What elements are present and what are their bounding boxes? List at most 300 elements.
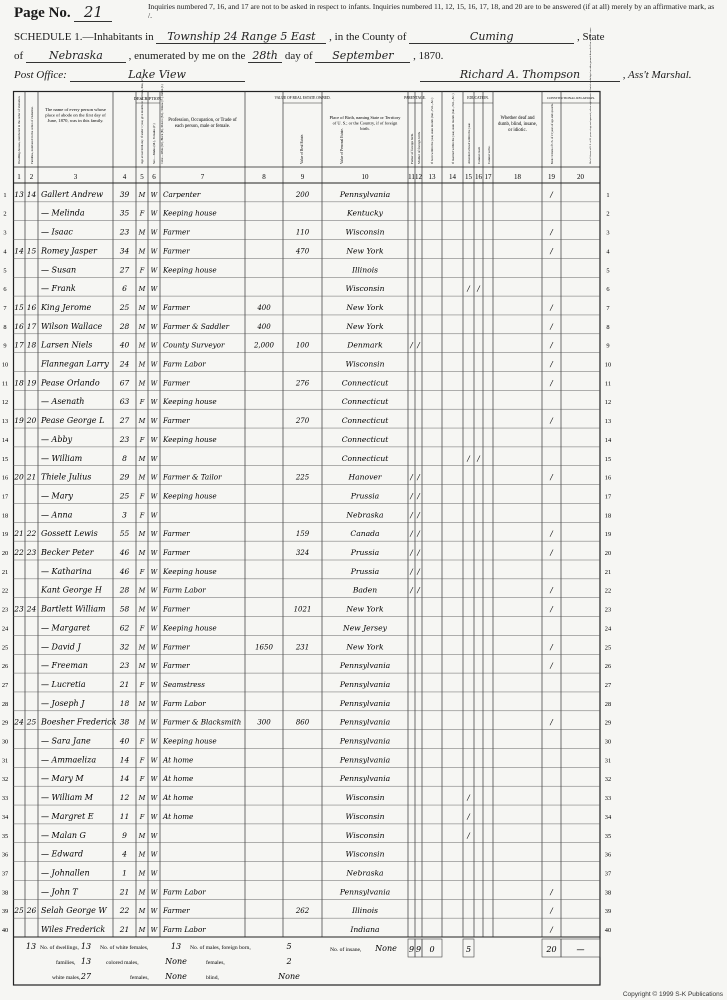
line-number-right: 3 — [606, 229, 610, 237]
attended-school: / — [467, 793, 470, 803]
color: W — [150, 567, 158, 576]
father-foreign: / — [410, 472, 413, 482]
age: 40 — [119, 340, 130, 350]
color: W — [150, 624, 158, 633]
mother-foreign: / — [417, 585, 420, 595]
male-citizen: / — [550, 887, 553, 897]
constitutional-header: CONSTITUTIONAL RELATIONS. — [546, 96, 596, 100]
age: 9 — [122, 830, 127, 840]
personal-estate-value: 159 — [295, 530, 310, 539]
occupation: At home — [163, 755, 194, 765]
occupation: Carpenter — [163, 189, 201, 199]
line-number-right: 13 — [604, 418, 612, 426]
sex: M — [138, 662, 146, 671]
male-citizen: / — [550, 472, 553, 482]
line-number: 40 — [1, 927, 9, 934]
cannot-read: / — [477, 453, 480, 463]
age: 12 — [119, 793, 130, 803]
person-name: Boesher Frederick — [41, 717, 117, 727]
day: 28th — [248, 49, 282, 63]
family-number: 20 — [26, 416, 37, 426]
occupation: Keeping house — [163, 434, 217, 444]
person-name: Selah George W — [41, 906, 107, 916]
line-number: 26 — [1, 663, 9, 671]
line-number-right: 35 — [604, 832, 612, 840]
color: W — [150, 605, 158, 614]
line-number: 31 — [1, 757, 9, 765]
age: 21 — [119, 887, 130, 897]
line-number: 17 — [1, 493, 9, 501]
occupation: Keeping house — [163, 265, 217, 275]
line-number: 11 — [1, 380, 9, 388]
age: 32 — [119, 642, 130, 652]
person-name: — Malan G — [41, 830, 86, 840]
male-citizen: / — [550, 717, 553, 727]
line-number-right: 6 — [606, 286, 610, 294]
column-number: 4 — [122, 173, 127, 181]
sex: M — [138, 549, 146, 557]
month: September — [315, 49, 410, 63]
white-males-label: white males, — [52, 975, 81, 981]
occupation: Farmer — [163, 642, 190, 652]
birthplace: New York — [346, 321, 384, 331]
line-number-right: 21 — [604, 568, 612, 576]
sex: M — [138, 417, 146, 426]
line-number-right: 23 — [604, 606, 612, 614]
col17-header: Cannot write. — [487, 145, 491, 164]
line-number: 23 — [1, 606, 9, 614]
county: Cuming — [409, 30, 574, 44]
line-number: 8 — [3, 323, 7, 331]
occupation: Farmer & Tailor — [163, 472, 222, 482]
sex: M — [138, 586, 146, 595]
birthplace: Pennsylvania — [339, 736, 391, 746]
line-number-right: 24 — [604, 625, 612, 633]
year: , 1870. — [413, 50, 444, 62]
color: W — [150, 775, 158, 784]
marshal-label: , Ass't Marshal. — [622, 69, 692, 81]
line-number-right: 37 — [604, 870, 612, 878]
enumeration-line — [14, 49, 443, 63]
birthplace: Wisconsin — [345, 284, 385, 294]
age: 21 — [119, 925, 130, 934]
male-citizen: / — [550, 585, 553, 595]
schedule-line — [14, 30, 604, 44]
age: 8 — [122, 453, 127, 463]
person-name: — Susan — [41, 265, 77, 275]
age: 23 — [119, 434, 130, 444]
family-number: 17 — [26, 321, 37, 331]
line-number: 3 — [3, 229, 7, 237]
line-number-right: 1 — [606, 191, 610, 199]
age: 6 — [122, 284, 127, 294]
dwelling-number: 23 — [14, 604, 24, 614]
sex: F — [139, 624, 145, 633]
col8-header: Value of Real Estate. — [300, 133, 304, 164]
birthplace: Nebraska — [346, 868, 384, 878]
person-name: — Asenath — [41, 397, 85, 407]
line-number: 27 — [1, 681, 9, 689]
state: Nebraska — [26, 49, 126, 63]
color: W — [150, 812, 158, 821]
line-number-right: 10 — [604, 361, 612, 369]
occupation: Farmer — [163, 246, 190, 256]
total-denied: — — [576, 945, 585, 954]
occupation: Farmer — [163, 416, 190, 426]
age: 27 — [119, 416, 130, 426]
person-name: Wilson Wallace — [41, 321, 103, 331]
birthplace: Prussia — [350, 566, 380, 576]
birthplace: Connecticut — [341, 416, 389, 426]
color: W — [150, 266, 158, 275]
birthplace: Hanover — [348, 472, 382, 482]
birthplace: Canada — [350, 529, 380, 539]
age: 39 — [119, 189, 130, 199]
person-name: — Johnallen — [41, 868, 90, 878]
person-name: Gallert Andrew — [41, 189, 104, 199]
of-label: of — [14, 50, 24, 62]
line-number: 14 — [1, 436, 9, 444]
line-number: 38 — [1, 889, 9, 897]
sex: M — [138, 605, 146, 614]
age: 21 — [119, 679, 130, 689]
person-name: Larsen Niels — [41, 340, 93, 350]
sex: F — [139, 435, 145, 444]
color: W — [150, 586, 158, 595]
father-foreign: / — [410, 585, 413, 595]
occupation: Farmer — [163, 548, 190, 557]
occupation: Farmer — [163, 529, 190, 539]
attended-school: / — [467, 830, 470, 840]
cannot-read: / — [477, 284, 480, 294]
line-number: 20 — [1, 550, 9, 557]
color: W — [150, 435, 158, 444]
real-estate-value: 1650 — [255, 643, 273, 652]
color: W — [150, 926, 158, 934]
family-number: 15 — [26, 246, 37, 256]
birthplace: Pennsylvania — [339, 189, 391, 199]
description-header: DESCRIPTION. — [133, 96, 163, 101]
occupation: Farm Labor — [163, 585, 206, 595]
family-number: 22 — [26, 529, 37, 539]
family-number: 16 — [26, 302, 37, 312]
sex: M — [138, 379, 146, 388]
enumerated-label: , enumerated by me on the — [128, 50, 246, 62]
line-number-right: 11 — [604, 380, 612, 388]
sex: M — [138, 794, 146, 803]
color: W — [150, 492, 158, 501]
insane-count: None — [375, 944, 397, 953]
birthplace: Connecticut — [341, 397, 389, 407]
line-number-right: 17 — [604, 493, 612, 501]
male-citizen: / — [550, 378, 553, 388]
line-number-right: 12 — [604, 399, 612, 407]
col15-header: Attended school within the year. — [467, 122, 471, 164]
color: W — [150, 699, 158, 708]
col2-header: Families, numbered in the order of visitation. — [30, 106, 34, 164]
real-estate-value: 300 — [257, 718, 271, 727]
col1-header: Dwelling-houses, numbered in the order of visitation. — [17, 95, 21, 164]
color: W — [150, 888, 158, 897]
line-number: 33 — [1, 795, 9, 803]
line-number: 21 — [1, 568, 9, 576]
birthplace: New York — [346, 246, 384, 256]
color: W — [150, 850, 158, 859]
male-citizen: / — [550, 529, 553, 539]
birthplace: Pennsylvania — [339, 887, 391, 897]
occupation: Farmer & Saddler — [163, 321, 230, 331]
male-citizen: / — [550, 642, 553, 652]
father-foreign: / — [410, 529, 413, 539]
male-citizen: / — [550, 604, 553, 614]
real-estate-value: 400 — [257, 322, 271, 331]
color: W — [150, 794, 158, 803]
color: W — [150, 454, 158, 463]
colored-males-label: colored males, — [106, 960, 139, 966]
mother-foreign: / — [417, 548, 420, 557]
line-number-right: 36 — [604, 851, 612, 859]
birthplace: Wisconsin — [345, 793, 385, 803]
color: W — [150, 511, 158, 520]
attended-school: / — [467, 284, 470, 294]
line-number-right: 19 — [604, 531, 612, 539]
line-number-right: 9 — [606, 342, 610, 350]
father-foreign: / — [410, 548, 413, 557]
line-number: 29 — [1, 719, 9, 727]
personal-estate-value: 276 — [295, 379, 310, 388]
person-name: — Mary — [41, 491, 73, 501]
total-citizens: 20 — [546, 945, 557, 954]
dwellings-count-fill: 13 — [80, 942, 92, 951]
mother-foreign: / — [417, 472, 420, 482]
sex: M — [138, 228, 146, 237]
column-number: 12 — [415, 173, 422, 181]
color: W — [150, 322, 158, 331]
sex: M — [138, 907, 146, 916]
occupation: Keeping house — [163, 208, 217, 218]
line-number: 18 — [1, 512, 9, 520]
column-number: 3 — [73, 173, 78, 181]
occupation: Farmer — [163, 302, 190, 312]
county-label: , in the County of — [329, 31, 407, 43]
occupation: At home — [163, 774, 194, 784]
age: 62 — [119, 623, 130, 633]
mother-foreign: / — [417, 491, 420, 501]
line-number-right: 18 — [604, 512, 612, 520]
age: 23 — [119, 661, 130, 671]
line-number: 22 — [1, 587, 9, 595]
parentage-header: PARENTAGE. — [404, 96, 426, 100]
dwelling-number: 16 — [14, 321, 24, 331]
page-label: Page No. 21 — [14, 3, 112, 22]
col13-header: If born within the year, state month (Jan., Feb., &c.) — [430, 97, 434, 164]
birthplace: Illinois — [351, 906, 379, 916]
age: 55 — [119, 529, 130, 539]
sex: M — [138, 341, 146, 350]
line-number: 6 — [3, 286, 7, 294]
family-number: 24 — [26, 604, 37, 614]
color: W — [150, 737, 158, 746]
personal-estate-value: 324 — [295, 549, 310, 557]
age: 1 — [122, 868, 127, 878]
age: 24 — [119, 359, 130, 369]
blind-label: blind, — [206, 975, 219, 981]
sex: M — [138, 190, 146, 199]
line-number: 9 — [3, 342, 7, 350]
line-number-right: 22 — [604, 587, 612, 595]
personal-estate-value: 470 — [295, 247, 310, 256]
age: 25 — [119, 491, 130, 501]
line-number: 39 — [1, 908, 9, 916]
line-number-right: 14 — [604, 436, 612, 444]
color: W — [150, 398, 158, 407]
dwelling-number: 22 — [14, 548, 24, 557]
father-foreign: / — [410, 566, 413, 576]
personal-estate-value: 262 — [295, 907, 310, 916]
line-number-right: 15 — [604, 455, 612, 463]
family-number: 21 — [26, 472, 37, 482]
line-number-right: 25 — [604, 644, 612, 652]
male-citizen: / — [550, 548, 553, 557]
line-number-right: 26 — [604, 663, 612, 671]
col3-header: The name of every person whose place of abode on the first day of June, 1870, was in this family. — [45, 107, 106, 123]
line-number: 13 — [1, 418, 9, 426]
person-name: Pease Orlando — [41, 378, 100, 388]
occupation: Farmer — [163, 378, 190, 388]
dwellings-count: 13 — [25, 942, 37, 951]
person-name: Gossett Lewis — [41, 529, 98, 539]
dwelling-number: 20 — [14, 472, 24, 482]
age: 11 — [119, 811, 130, 821]
occupation: Farmer — [163, 227, 190, 237]
age: 28 — [119, 585, 130, 595]
line-number: 25 — [1, 644, 9, 652]
occupation: Farmer & Blacksmith — [163, 717, 242, 727]
col4-header: Age at last birth-day. If under 1 year, give months in fractions, thus, 3/12. — [140, 75, 144, 164]
person-name: Thiele Julius — [41, 472, 92, 482]
birthplace: Wisconsin — [345, 811, 385, 821]
page-number: 21 — [74, 3, 112, 22]
personal-estate-value: 225 — [295, 473, 310, 482]
sex: M — [138, 643, 146, 652]
line-number: 34 — [1, 813, 9, 821]
color: W — [150, 680, 158, 689]
occupation: At home — [163, 811, 194, 821]
birthplace: New York — [346, 642, 384, 652]
color: W — [150, 869, 158, 878]
birthplace: Denmark — [347, 340, 383, 350]
person-name: — William — [41, 453, 83, 463]
male-citizen: / — [550, 359, 553, 369]
blind-count: None — [278, 972, 300, 981]
total-born-in-year: 0 — [429, 945, 435, 954]
sex: M — [138, 926, 146, 934]
sex: M — [138, 285, 146, 294]
personal-estate-value: 200 — [295, 190, 310, 199]
color: W — [150, 643, 158, 652]
color: W — [150, 473, 158, 482]
occupation: Farm Labor — [163, 887, 206, 897]
sex: M — [138, 888, 146, 897]
dwelling-number: 15 — [14, 302, 24, 312]
col19-header: Male Citizens of U.S. of 21 years of age and upwards. — [551, 103, 554, 164]
male-citizen: / — [550, 227, 553, 237]
column-number: 16 — [475, 173, 482, 181]
male-citizen: / — [550, 661, 553, 671]
age: 46 — [119, 548, 130, 557]
column-number: 13 — [428, 173, 436, 181]
person-name: — Lucretia — [41, 679, 86, 689]
occupation: Keeping house — [163, 566, 217, 576]
age: 63 — [119, 397, 130, 407]
column-number: 6 — [152, 173, 156, 181]
male-citizen: / — [550, 189, 553, 199]
sex: F — [139, 812, 145, 821]
age: 14 — [119, 755, 130, 765]
white-females-label: No. of white females, — [100, 945, 149, 951]
color: W — [150, 341, 158, 350]
person-name: — Margaret — [41, 623, 90, 633]
color: W — [150, 247, 158, 256]
person-name: — Sara Jane — [41, 736, 91, 746]
birthplace: Pennsylvania — [339, 774, 391, 784]
person-name: Kant George H — [41, 585, 102, 595]
family-number: 18 — [26, 340, 37, 350]
occupation: Keeping house — [163, 623, 217, 633]
family-number: 14 — [26, 189, 37, 199]
sex: F — [139, 511, 145, 520]
person-name: Becker Peter — [41, 548, 94, 557]
birthplace: Connecticut — [341, 434, 389, 444]
line-number: 2 — [3, 210, 7, 218]
males-foreign-label: No. of males, foreign born, — [190, 945, 251, 951]
sex: F — [139, 266, 145, 275]
females-label: females, — [206, 960, 225, 966]
person-name: — Ammaeliza — [41, 755, 97, 765]
line-number: 12 — [1, 399, 9, 407]
column-number: 9 — [300, 173, 305, 181]
column-number: 10 — [361, 173, 369, 181]
age: 46 — [119, 566, 130, 576]
sex: M — [138, 850, 146, 859]
post-office: Lake View — [70, 68, 245, 82]
marshal-line — [420, 68, 692, 82]
age: 4 — [122, 849, 127, 859]
sex: F — [139, 775, 145, 784]
age: 3 — [122, 510, 127, 520]
males-foreign-count: 5 — [286, 942, 292, 951]
person-name: Flannegan Larry — [41, 359, 109, 369]
color: W — [150, 190, 158, 199]
post-office-line — [14, 68, 245, 82]
dwellings-label: No. of dwellings, — [40, 945, 79, 951]
mother-foreign: / — [417, 340, 420, 350]
male-citizen: / — [550, 925, 553, 934]
sex: M — [138, 831, 146, 840]
dwelling-number: 24 — [14, 717, 24, 727]
total-mother-foreign: 9 — [415, 945, 422, 954]
col14-header: If married within the year, state month (Jan., Feb., &c.) — [451, 93, 455, 164]
mother-foreign: / — [417, 529, 420, 539]
father-foreign: / — [410, 340, 413, 350]
age: 35 — [119, 208, 130, 218]
line-number-right: 4 — [606, 248, 610, 256]
color: W — [150, 379, 158, 388]
person-name: — Anna — [41, 510, 73, 520]
occupation: Farm Labor — [163, 925, 206, 934]
column-number: 11 — [408, 173, 415, 181]
family-number: 19 — [26, 378, 37, 388]
